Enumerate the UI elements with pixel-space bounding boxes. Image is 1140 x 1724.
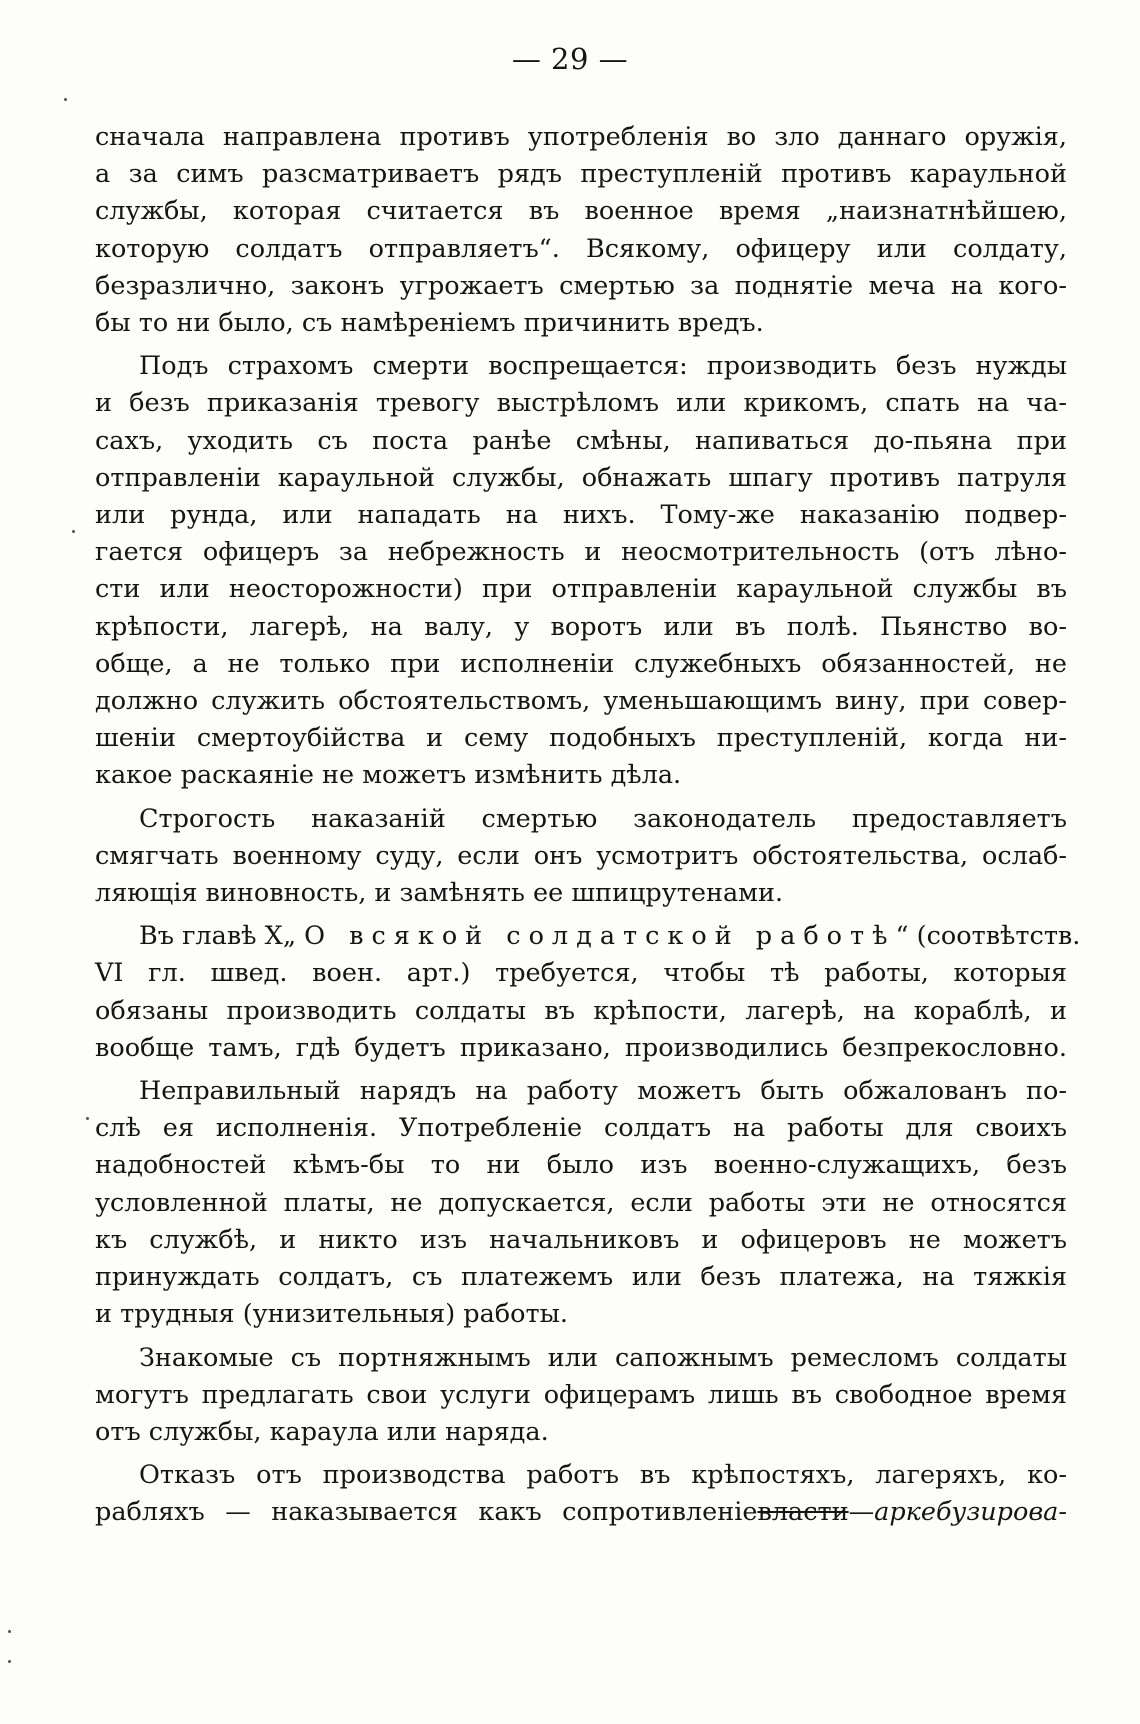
text-line: сахъ, уходить съ поста ранѣе смѣны, напиваться до-пьяна при <box>95 425 1067 456</box>
page-number: — 29 — <box>511 42 629 76</box>
text-line: VI гл. швед. воен. арт.) требуется, чтобы тѣ работы, которыя <box>95 958 1067 989</box>
text-line: или рунда, или нападать на нихъ. Тому-же наказанію подвер- <box>95 500 1067 531</box>
text-line: сначала направлена противъ употребленія во зло даннаго оружія, <box>95 122 1067 152</box>
text-line: шеніи смертоубійства и сему подобныхъ преступленій, когда ни- <box>95 723 1067 754</box>
paragraph-1 <box>95 119 1067 342</box>
text-line: Подъ страхомъ смерти воспрещается: производить безъ нужды <box>139 351 1067 382</box>
italic-word: аркебузирова- <box>874 1497 1067 1528</box>
paragraph-6 <box>95 1340 1067 1452</box>
paragraph-5 <box>95 1073 1067 1333</box>
text-line: и трудныя (унизительныя) работы. <box>95 1299 569 1330</box>
chapter-title: О всякой солдатской работѣ <box>304 921 896 952</box>
text-line: какое раскаяніе не можетъ измѣнить дѣла. <box>95 760 682 791</box>
text-line: сти или неосторожности) при отправленіи караульной службы въ <box>95 574 1067 605</box>
text-line: надобностей кѣмъ-бы то ни было изъ военно-служащихъ, безъ <box>95 1150 1067 1181</box>
text-line: которую солдатъ отправляетъ“. Всякому, офицеру или солдату, <box>95 233 1067 264</box>
text-line: ляющія виновность, и замѣнять ее шпицрутенами. <box>95 878 784 909</box>
text-line: Знакомые съ портняжнымъ или сапожнымъ ремесломъ солдаты <box>139 1342 1067 1373</box>
text-line: принуждать солдатъ, съ платежемъ или безъ платежа, на тяжкія <box>95 1262 1067 1293</box>
chapter-suffix: “ (соотвѣтств. <box>895 921 1081 952</box>
text-line: а за симъ разсматриваетъ рядъ преступленій противъ караульной <box>95 159 1067 190</box>
text-line: обще, а не только при исполненіи служебныхъ обязанностей, не <box>95 648 1067 679</box>
text-line: службы, которая считается въ военное время „наизнатнѣйшею, <box>95 196 1067 227</box>
final-line-start: рабляхъ — наказывается какъ сопротивленіе <box>95 1497 758 1528</box>
paragraph-2 <box>95 348 1067 794</box>
paragraph-4 <box>95 918 1081 1067</box>
text-line: гается офицеръ за небрежность и неосмотрительность (отъ лѣно- <box>95 537 1067 568</box>
struck-word: власти <box>757 1497 849 1528</box>
text-line: отъ службы, караула или наряда. <box>95 1416 549 1447</box>
body-text <box>95 119 1081 1532</box>
text-line: вообще тамъ, гдѣ будетъ приказано, производились безпрекословно. <box>95 1032 1067 1063</box>
text-line: слѣ ея исполненія. Употребленіе солдатъ на работы для своихъ <box>95 1113 1067 1144</box>
scan-speck <box>72 530 75 533</box>
chapter-prefix: Въ главѣ X„ <box>139 921 297 952</box>
text-line: отправленіи караульной службы, обнажать шпагу противъ патруля <box>95 462 1067 493</box>
text-line: Отказъ отъ производства работъ въ крѣпостяхъ, лагеряхъ, ко- <box>139 1460 1067 1491</box>
text-line: могутъ предлагать свои услуги офицерамъ лишь въ свободное время <box>95 1379 1067 1410</box>
text-line: Неправильный нарядъ на работу можетъ быть обжалованъ по- <box>139 1076 1067 1107</box>
text-line: обязаны производить солдаты въ крѣпости, лагерѣ, на кораблѣ, и <box>95 995 1067 1026</box>
text-line: крѣпости, лагерѣ, на валу, у воротъ или въ полѣ. Пьянство во- <box>95 611 1067 642</box>
text-line: и безъ приказанія тревогу выстрѣломъ или крикомъ, спать на ча- <box>95 388 1067 419</box>
scan-speck <box>8 1630 11 1633</box>
em-dash: — <box>848 1497 875 1528</box>
text-line: безразлично, законъ угрожаетъ смертью за поднятіе меча на кого- <box>95 270 1067 301</box>
paragraph-7 <box>95 1457 1067 1531</box>
text-line: должно служить обстоятельствомъ, уменьшающимъ вину, при совер- <box>95 686 1067 717</box>
text-line: Строгость наказаній смертью законодатель предоставляетъ <box>139 803 1067 834</box>
text-line: условленной платы, не допускается, если работы эти не относятся <box>95 1187 1067 1218</box>
chapter-reference-line <box>95 918 1081 955</box>
scan-speck <box>86 1117 89 1120</box>
paragraph-3 <box>95 801 1067 913</box>
text-line: бы то ни было, съ намѣреніемъ причинить вредъ. <box>95 308 764 339</box>
scan-speck <box>8 1660 11 1663</box>
final-line <box>95 1494 1067 1531</box>
scan-speck <box>64 98 67 101</box>
text-line: смягчать военному суду, если онъ усмотритъ обстоятельства, ослаб- <box>95 840 1067 871</box>
text-line: къ службѣ, и никто изъ начальниковъ и офицеровъ не можетъ <box>95 1224 1067 1255</box>
